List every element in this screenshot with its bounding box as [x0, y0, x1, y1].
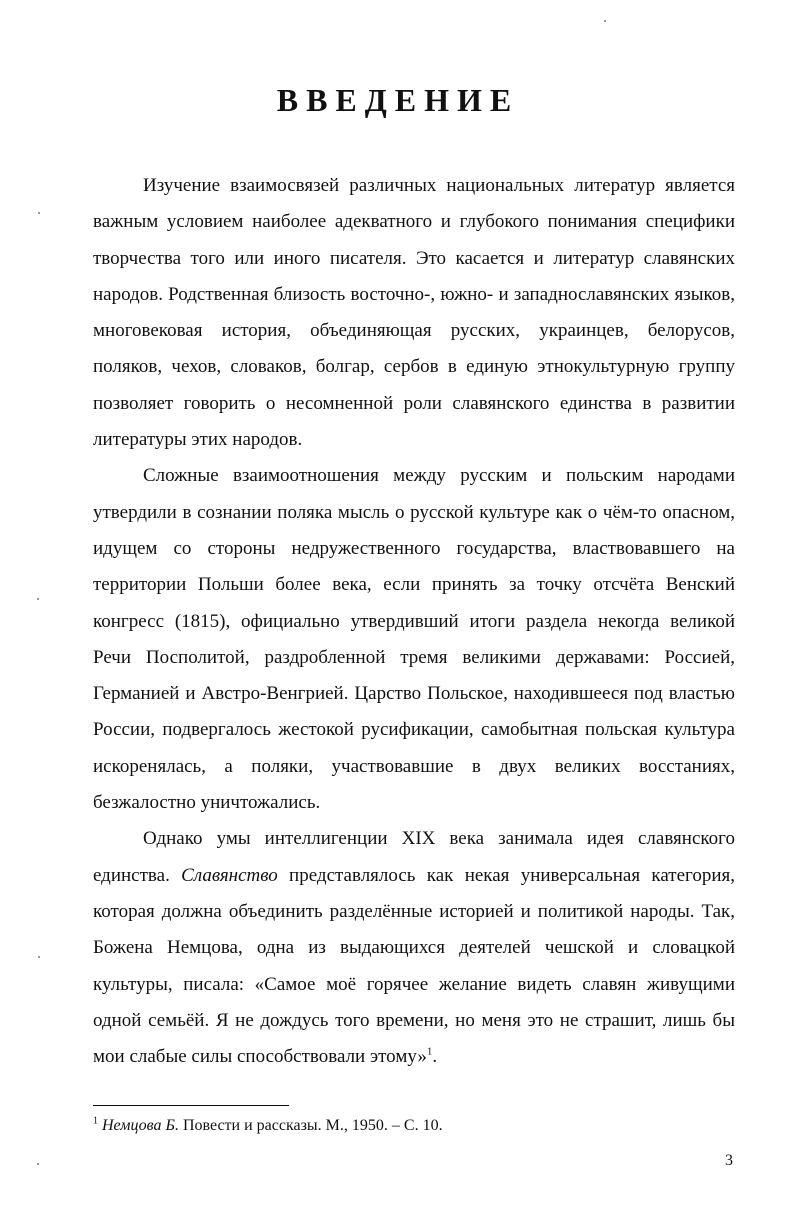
scan-speck [38, 212, 40, 214]
paragraph-3-start: Однако умы интеллигенции XIX века занимала идея славянского единства. [93, 828, 735, 886]
paragraph-2: Сложные взаимоотношения между русским и польским народами утвердили в сознании поляка мысль о русской культуре как о чём-то опасном, идущем со стороны недружественного государства, властвовавшего на территории Польши более века, если принять за точку отсчёта Венский конгресс (1815), официально утвердивший итоги раздела некогда великой Речи Посполитой, раздробленной тремя великими державами: Россией, Германией и Австро-Венгрией. Царство Польское, находившееся под властью России, подвергалось жестокой русификации, самобытная польская культура искоренялась, а поляки, участвовавшие в двух великих восстаниях, безжалостно уничтожались. [93, 465, 735, 814]
body-text [93, 168, 735, 1075]
paragraph-3-rest: представлялось как некая универсальная категория, которая должна объединить разделённые историей и политикой народы. Так, Божена Немцова, одна из выдающихся деятелей чешской и словацкой культуры, писала: «Самое моё горячее желание видеть славян живущими одной семьёй. Я не дождусь того времени, но меня это не страшит, лишь бы мои слабые силы способствовали этому» [93, 864, 736, 1068]
italic-term: Славянство [181, 864, 278, 886]
paragraph-1: Изучение взаимосвязей различных национальных литератур является важным условием наиболее адекватного и глубокого понимания специфики творчества того или иного писателя. Это касается и литератур славянских народов. Родственная близость восточно-, южно- и западнославянских языков, многовековая история, объединяющая русских, украинцев, белорусов, поляков, чехов, словаков, болгар, сербов в единую этнокультурную группу позволяет говорить о несомненной роли славянского единства в развитии литературы этих народов. [93, 175, 735, 451]
scan-speck [37, 598, 39, 600]
scan-speck [38, 956, 40, 958]
footnote-author: Немцова Б. [102, 1117, 179, 1134]
scan-speck [604, 20, 606, 22]
paragraph-3-end: . [432, 1046, 438, 1068]
footnote-reference[interactable]: 1 [426, 1045, 433, 1058]
footnote-text: Повести и рассказы. М., 1950. – С. 10. [178, 1117, 443, 1134]
footnote-divider [93, 1105, 289, 1106]
scan-speck [37, 1163, 39, 1165]
paragraph-3 [93, 821, 735, 1075]
page-number: 3 [725, 1152, 733, 1169]
footnote [93, 1115, 735, 1137]
footnote-number: 1 [93, 1115, 98, 1127]
page-title: ВВЕДЕНИЕ [276, 82, 520, 118]
